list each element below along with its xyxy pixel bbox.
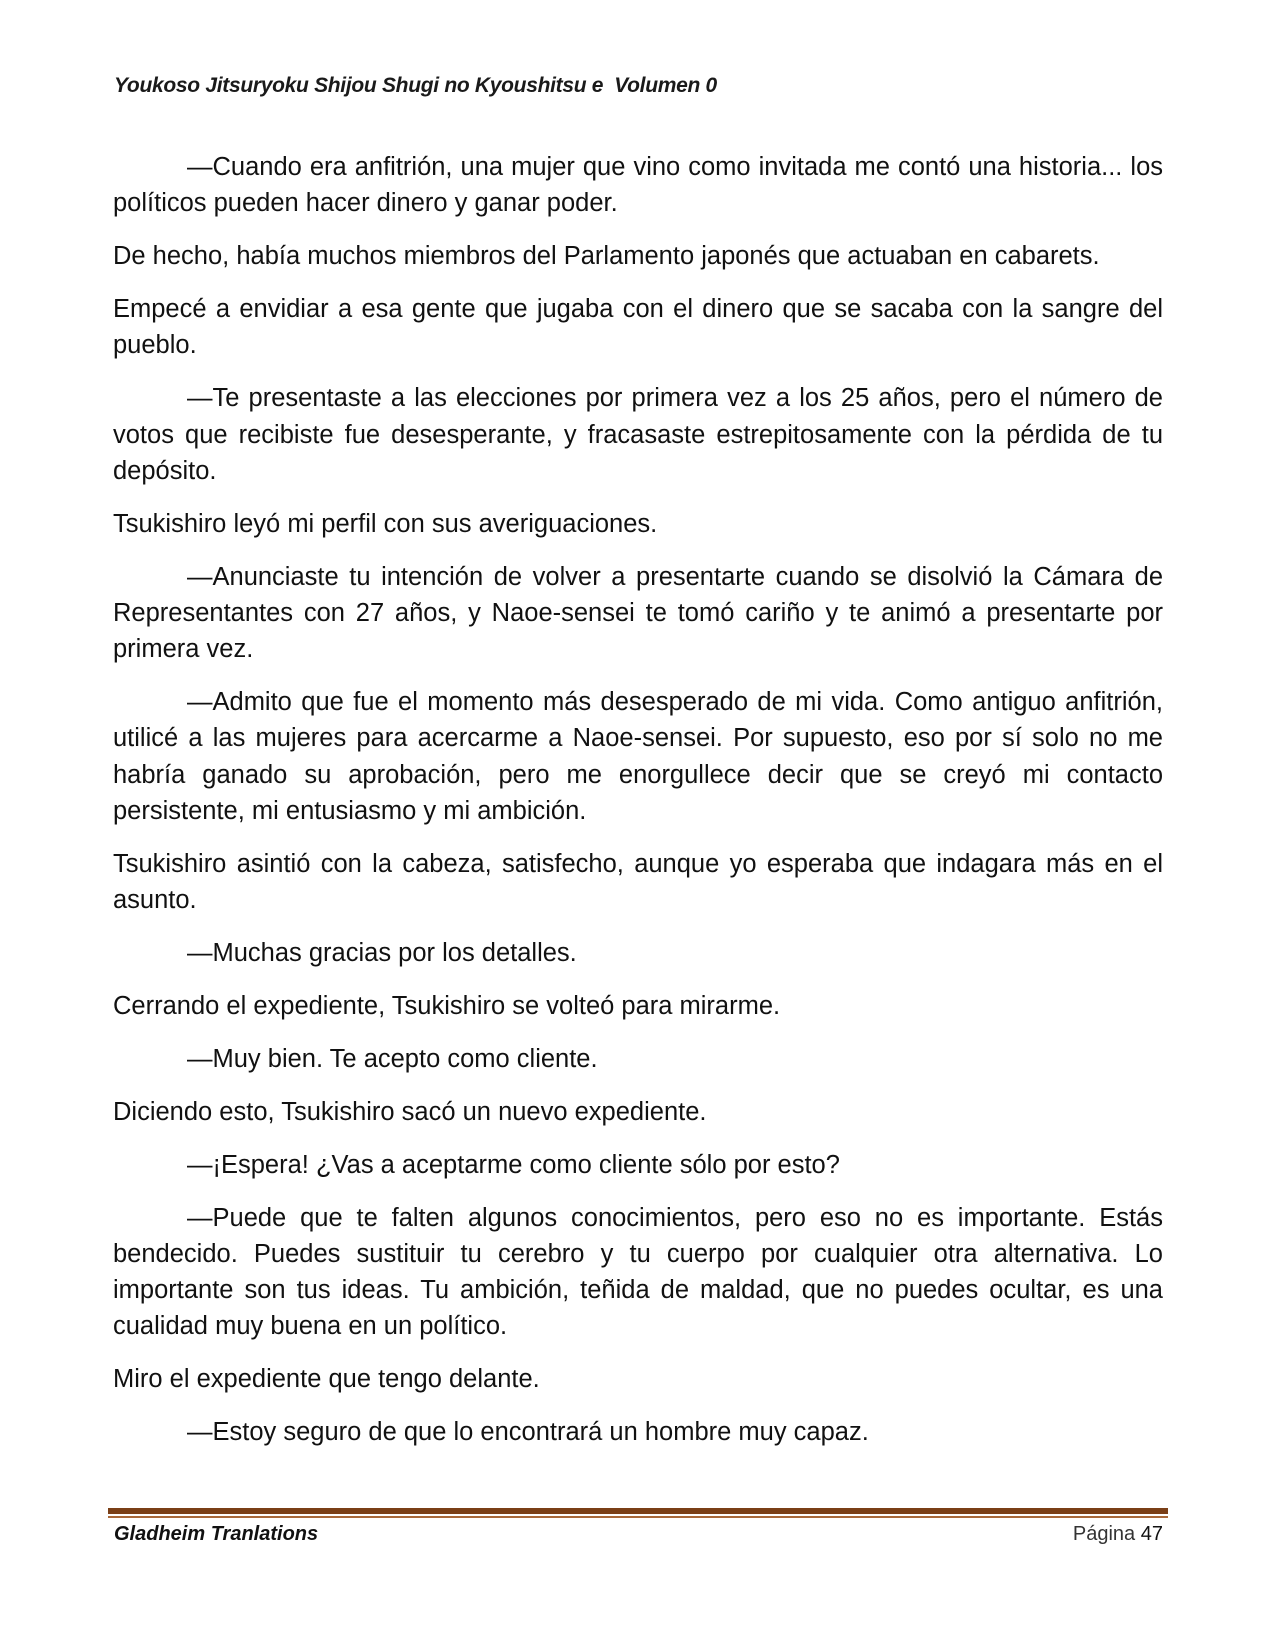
page-number-value: 47 bbox=[1140, 1523, 1163, 1545]
narration-paragraph: Diciendo esto, Tsukishiro sacó un nuevo expediente. bbox=[113, 1097, 707, 1126]
running-header: Youkoso Jitsuryoku Shijou Shugi no Kyoushitsu e Volumen 0 bbox=[114, 74, 717, 97]
narration-paragraph: Tsukishiro leyó mi perfil con sus averiguaciones. bbox=[113, 509, 658, 538]
document-body bbox=[113, 149, 1163, 1467]
dialogue-paragraph: —Estoy seguro de que lo encontrará un hombre muy capaz. bbox=[187, 1418, 869, 1447]
footer-credit: Gladheim Tranlations bbox=[114, 1523, 319, 1545]
dialogue-paragraph: —Muy bien. Te acepto como cliente. bbox=[187, 1044, 598, 1073]
dialogue-paragraph: —Admito que fue el momento más desesperado de mi vida. Como antiguo anfitrión, utilicé a las mujeres para acercarme a Naoe-sensei. Por supuesto, eso por sí solo no me habría ganado su aprobación, pero me enorgullece decir que se creyó mi contacto persistente, mi entusiasmo y mi ambición. bbox=[113, 688, 1163, 826]
footer-divider bbox=[108, 1508, 1168, 1514]
dialogue-paragraph: —Anunciaste tu intención de volver a presentarte cuando se disolvió la Cámara de Representantes con 27 años, y Naoe-sensei te tomó cariño y te animó a presentarte por primera vez. bbox=[113, 562, 1163, 664]
page-number bbox=[1073, 1523, 1163, 1546]
dialogue-paragraph: —Cuando era anfitrión, una mujer que vino como invitada me contó una historia... los políticos pueden hacer dinero y ganar poder. bbox=[113, 153, 1163, 218]
dialogue-paragraph: —¡Espera! ¿Vas a aceptarme como cliente sólo por esto? bbox=[187, 1150, 840, 1179]
page-label: Página bbox=[1072, 1523, 1136, 1545]
footer-divider-thin bbox=[108, 1516, 1168, 1518]
dialogue-paragraph: —Muchas gracias por los detalles. bbox=[187, 939, 577, 968]
narration-paragraph: Tsukishiro asintió con la cabeza, satisfecho, aunque yo esperaba que indagara más en el asunto. bbox=[113, 849, 1163, 915]
dialogue-paragraph: —Te presentaste a las elecciones por primera vez a los 25 años, pero el número de votos que recibiste fue desesperante, y fracasaste estrepitosamente con la pérdida de tu depósito. bbox=[113, 384, 1163, 485]
narration-paragraph: Cerrando el expediente, Tsukishiro se volteó para mirarme. bbox=[113, 991, 781, 1020]
narration-paragraph: Empecé a envidiar a esa gente que jugaba con el dinero que se sacaba con la sangre del pueblo. bbox=[113, 295, 1163, 360]
dialogue-paragraph: —Puede que te falten algunos conocimientos, pero eso no es importante. Estás bendecido. Puedes sustituir tu cerebro y tu cuerpo por cualquier otra alternativa. Lo importante son tus ideas. Tu ambición, teñida de maldad, que no puedes ocultar, es una cualidad muy buena en un político. bbox=[113, 1203, 1163, 1341]
narration-paragraph: De hecho, había muchos miembros del Parlamento japonés que actuaban en cabarets. bbox=[113, 242, 1100, 271]
narration-paragraph: Miro el expediente que tengo delante. bbox=[113, 1365, 540, 1394]
